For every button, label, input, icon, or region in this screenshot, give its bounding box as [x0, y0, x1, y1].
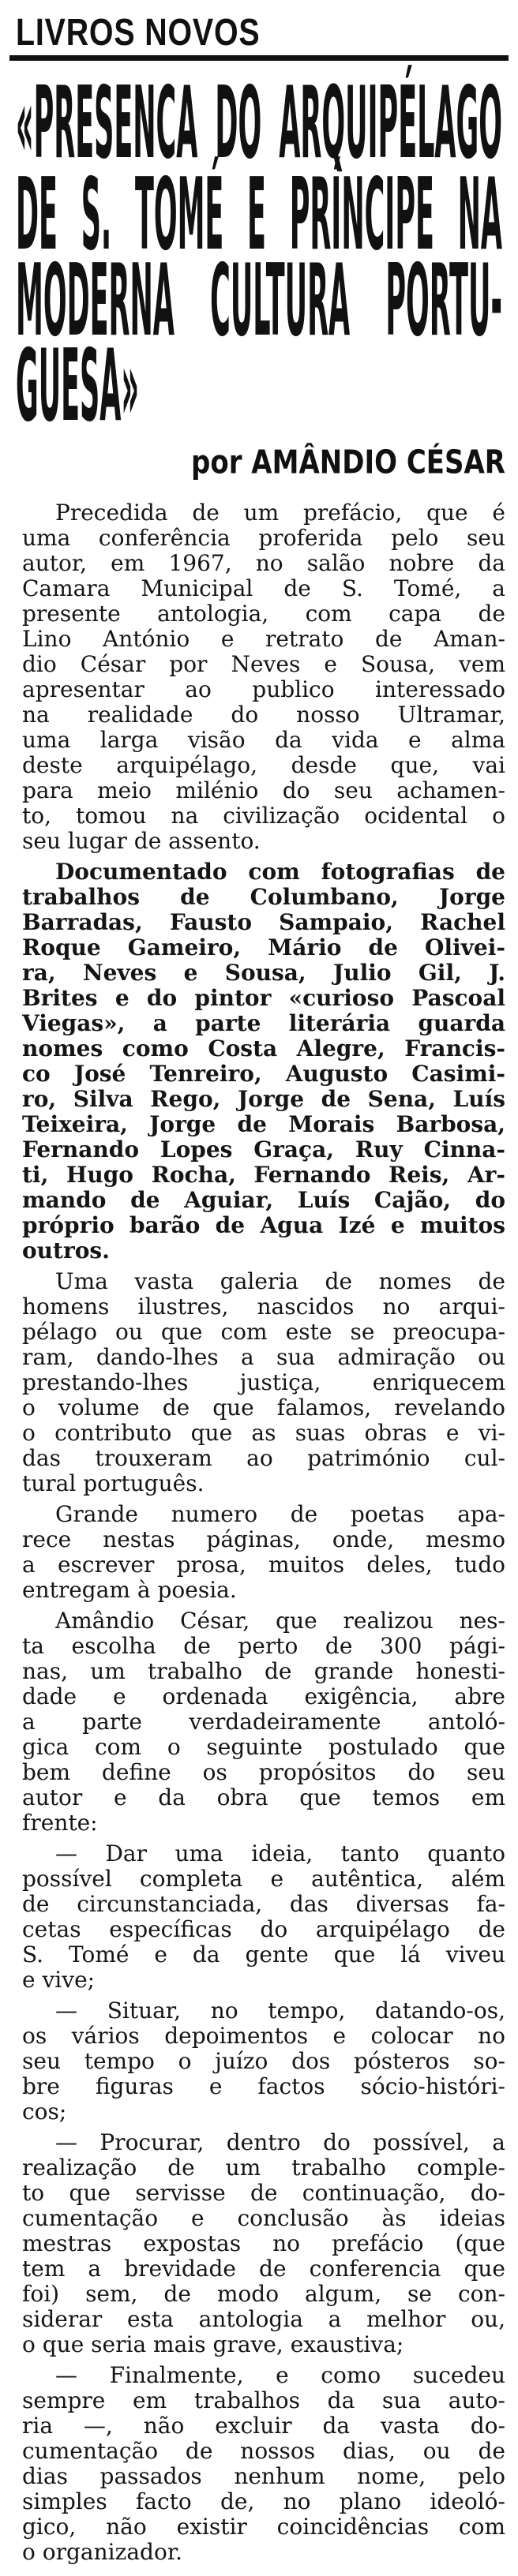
text-line: autor e da obra que temos em — [22, 1784, 505, 1810]
text-line: a escrever prosa, muitos deles, tudo — [22, 1552, 505, 1578]
text-line: simples facto de, no plano ideoló- — [22, 2488, 505, 2514]
text-line: o volume de que falamos, revelando — [22, 1395, 505, 1421]
text-line: possível completa e autêntica, além — [22, 1866, 505, 1892]
text-line: gico, não existir coincidências com — [22, 2514, 505, 2540]
paragraph — [22, 500, 505, 854]
paragraph — [22, 2130, 505, 2357]
text-line: o organizador. — [22, 2539, 183, 2565]
text-line: Precedida de um prefácio, que é — [55, 500, 505, 526]
paragraph — [22, 2363, 505, 2565]
text-line: na realidade do nosso Ultramar, — [22, 702, 505, 728]
text-line: presente antologia, com capa de — [22, 601, 505, 627]
text-line: Teixeira, Jorge de Morais Barbosa, — [22, 1111, 505, 1137]
text-line: cos; — [22, 2099, 67, 2125]
text-line: cumentação de nossos dias, ou de — [22, 2438, 505, 2464]
text-line: ram, dando-lhes a sua admiração ou — [22, 1344, 505, 1370]
text-line: dio César por Neves e Sousa, vem — [22, 651, 505, 677]
headline-line: GUESA» — [16, 331, 139, 446]
text-line: Camara Municipal de S. Tomé, a — [22, 575, 505, 601]
text-line: trabalhos de Columbano, Jorge — [22, 884, 505, 910]
text-line: Lino António e retrato de Aman- — [22, 626, 505, 652]
text-line: ra, Neves e Sousa, Julio Gil, J. — [22, 960, 505, 986]
text-line: tural português. — [22, 1470, 205, 1496]
text-line: cetas específicas do arquipélago de — [22, 1916, 505, 1942]
text-line: bre figuras e factos sócio-históri- — [22, 2073, 505, 2099]
text-line: siderar esta antologia a melhor ou, — [22, 2306, 505, 2332]
text-line: autor, em 1967, no salão nobre da — [22, 550, 505, 576]
text-line: para meio milénio do seu achamen- — [22, 777, 505, 803]
article-body — [22, 500, 505, 2570]
text-line: to, tomou na civilização ocidental o — [22, 803, 505, 829]
text-line: a parte verdadeiramente antoló- — [22, 1709, 505, 1735]
text-line: seu lugar de assento. — [22, 828, 261, 854]
text-line: mestras expostas no prefácio (que — [22, 2230, 505, 2256]
text-line: seu tempo o juízo dos pósteros so- — [22, 2048, 505, 2074]
headline-line: MODERNA CULTURA PORTU- — [16, 246, 502, 361]
text-line: prestando-lhes justiça, enriquecem — [22, 1369, 505, 1395]
text-line: os vários depoimentos e colocar no — [22, 2023, 505, 2049]
text-line: nomes como Costa Alegre, Francis- — [22, 1035, 505, 1061]
text-line: Documentado com fotografias de — [55, 859, 505, 885]
headline-line: DE S. TOMÉ E PRÍNCIPE NA — [16, 160, 502, 275]
text-line: realização de um trabalho comple- — [22, 2155, 505, 2181]
text-line: to que servisse de continuação, do- — [22, 2180, 505, 2206]
paragraph — [22, 859, 505, 1264]
text-line: ti, Hugo Rocha, Fernando Reis, Ar- — [22, 1162, 505, 1188]
byline: por AMÂNDIO CÉSAR — [191, 444, 505, 482]
section-rule — [9, 55, 509, 61]
text-line: ria —, não excluir da vasta do- — [22, 2413, 505, 2439]
text-line: Barradas, Fausto Sampaio, Rachel — [22, 909, 505, 935]
text-line: sempre em trabalhos da sua auto- — [22, 2387, 505, 2413]
text-line: rece nestas páginas, onde, mesmo — [22, 1526, 505, 1552]
text-line: Amândio César, que realizou nes- — [55, 1608, 505, 1634]
text-line: o que seria mais grave, exaustiva; — [22, 2331, 404, 2357]
paragraph — [22, 1269, 505, 1496]
text-line: das trouxeram ao património cul- — [22, 1445, 505, 1471]
text-line: Fernando Lopes Graça, Ruy Cinna- — [22, 1136, 505, 1163]
text-line: Uma vasta galeria de nomes de — [55, 1268, 505, 1294]
text-line: deste arquipélago, desde que, vai — [22, 752, 505, 778]
text-line: homens ilustres, nascidos no arqui- — [22, 1294, 505, 1320]
text-line: outros. — [22, 1237, 110, 1264]
text-line: Grande numero de poetas apa- — [55, 1501, 505, 1527]
text-line: gica com o seguinte postulado que — [22, 1734, 505, 1760]
paragraph — [22, 1998, 505, 2125]
text-line: nas, um trabalho de grande honesti- — [22, 1658, 505, 1684]
text-line: frente: — [22, 1810, 98, 1836]
section-label: LIVROS NOVOS — [16, 12, 261, 54]
paragraph — [22, 1841, 505, 1993]
text-line: e vive; — [22, 1967, 96, 1993]
text-line: ro, Silva Rego, Jorge de Sena, Luís — [22, 1086, 505, 1112]
text-line: ta escolha de perto de 300 pági- — [22, 1633, 505, 1659]
text-line: — Dar uma ideia, tanto quanto — [55, 1840, 505, 1866]
headline-line: «PRESENCA DO ARQUIPÉLAGO — [16, 69, 502, 183]
text-line: tem a brevidade de conferencia que — [22, 2256, 505, 2282]
text-line: uma larga visão da vida e alma — [22, 727, 505, 753]
text-line: — Procurar, dentro do possível, a — [55, 2129, 505, 2155]
text-line: o contributo que as suas obras e vi- — [22, 1420, 505, 1446]
text-line: entregam à poesia. — [22, 1577, 237, 1603]
text-line: foi) sem, de modo algum, se con- — [22, 2281, 505, 2307]
text-line: apresentar ao publico interessado — [22, 676, 505, 702]
text-line: dias passados nenhum nome, pelo — [22, 2463, 505, 2489]
text-line: Viegas», a parte literária guarda — [22, 1010, 505, 1036]
text-line: S. Tomé e da gente que lá viveu — [22, 1941, 505, 1968]
text-line: — Situar, no tempo, datando-os, — [55, 1998, 505, 2024]
text-line: pélago ou que com este se preocupa- — [22, 1319, 505, 1345]
text-line: uma conferência proferida pelo seu — [22, 525, 505, 551]
text-line: cumentação e conclusão às ideias — [22, 2205, 505, 2231]
text-line: co José Tenreiro, Augusto Casimi- — [22, 1061, 505, 1087]
text-line: Roque Gameiro, Mário de Olivei- — [22, 934, 505, 960]
text-line: — Finalmente, e como sucedeu — [55, 2362, 505, 2388]
paragraph — [22, 1502, 505, 1603]
text-line: próprio barão de Agua Izé e muitos — [22, 1212, 505, 1238]
text-line: mando de Aguiar, Luís Cajão, do — [22, 1187, 505, 1213]
paragraph — [22, 1608, 505, 1836]
text-line: de circunstanciada, das diversas fa- — [22, 1891, 505, 1917]
text-line: Brites e do pintor «curioso Pascoal — [22, 985, 505, 1011]
text-line: dade e ordenada exigência, abre — [22, 1683, 505, 1709]
text-line: bem define os propósitos do seu — [22, 1759, 505, 1785]
